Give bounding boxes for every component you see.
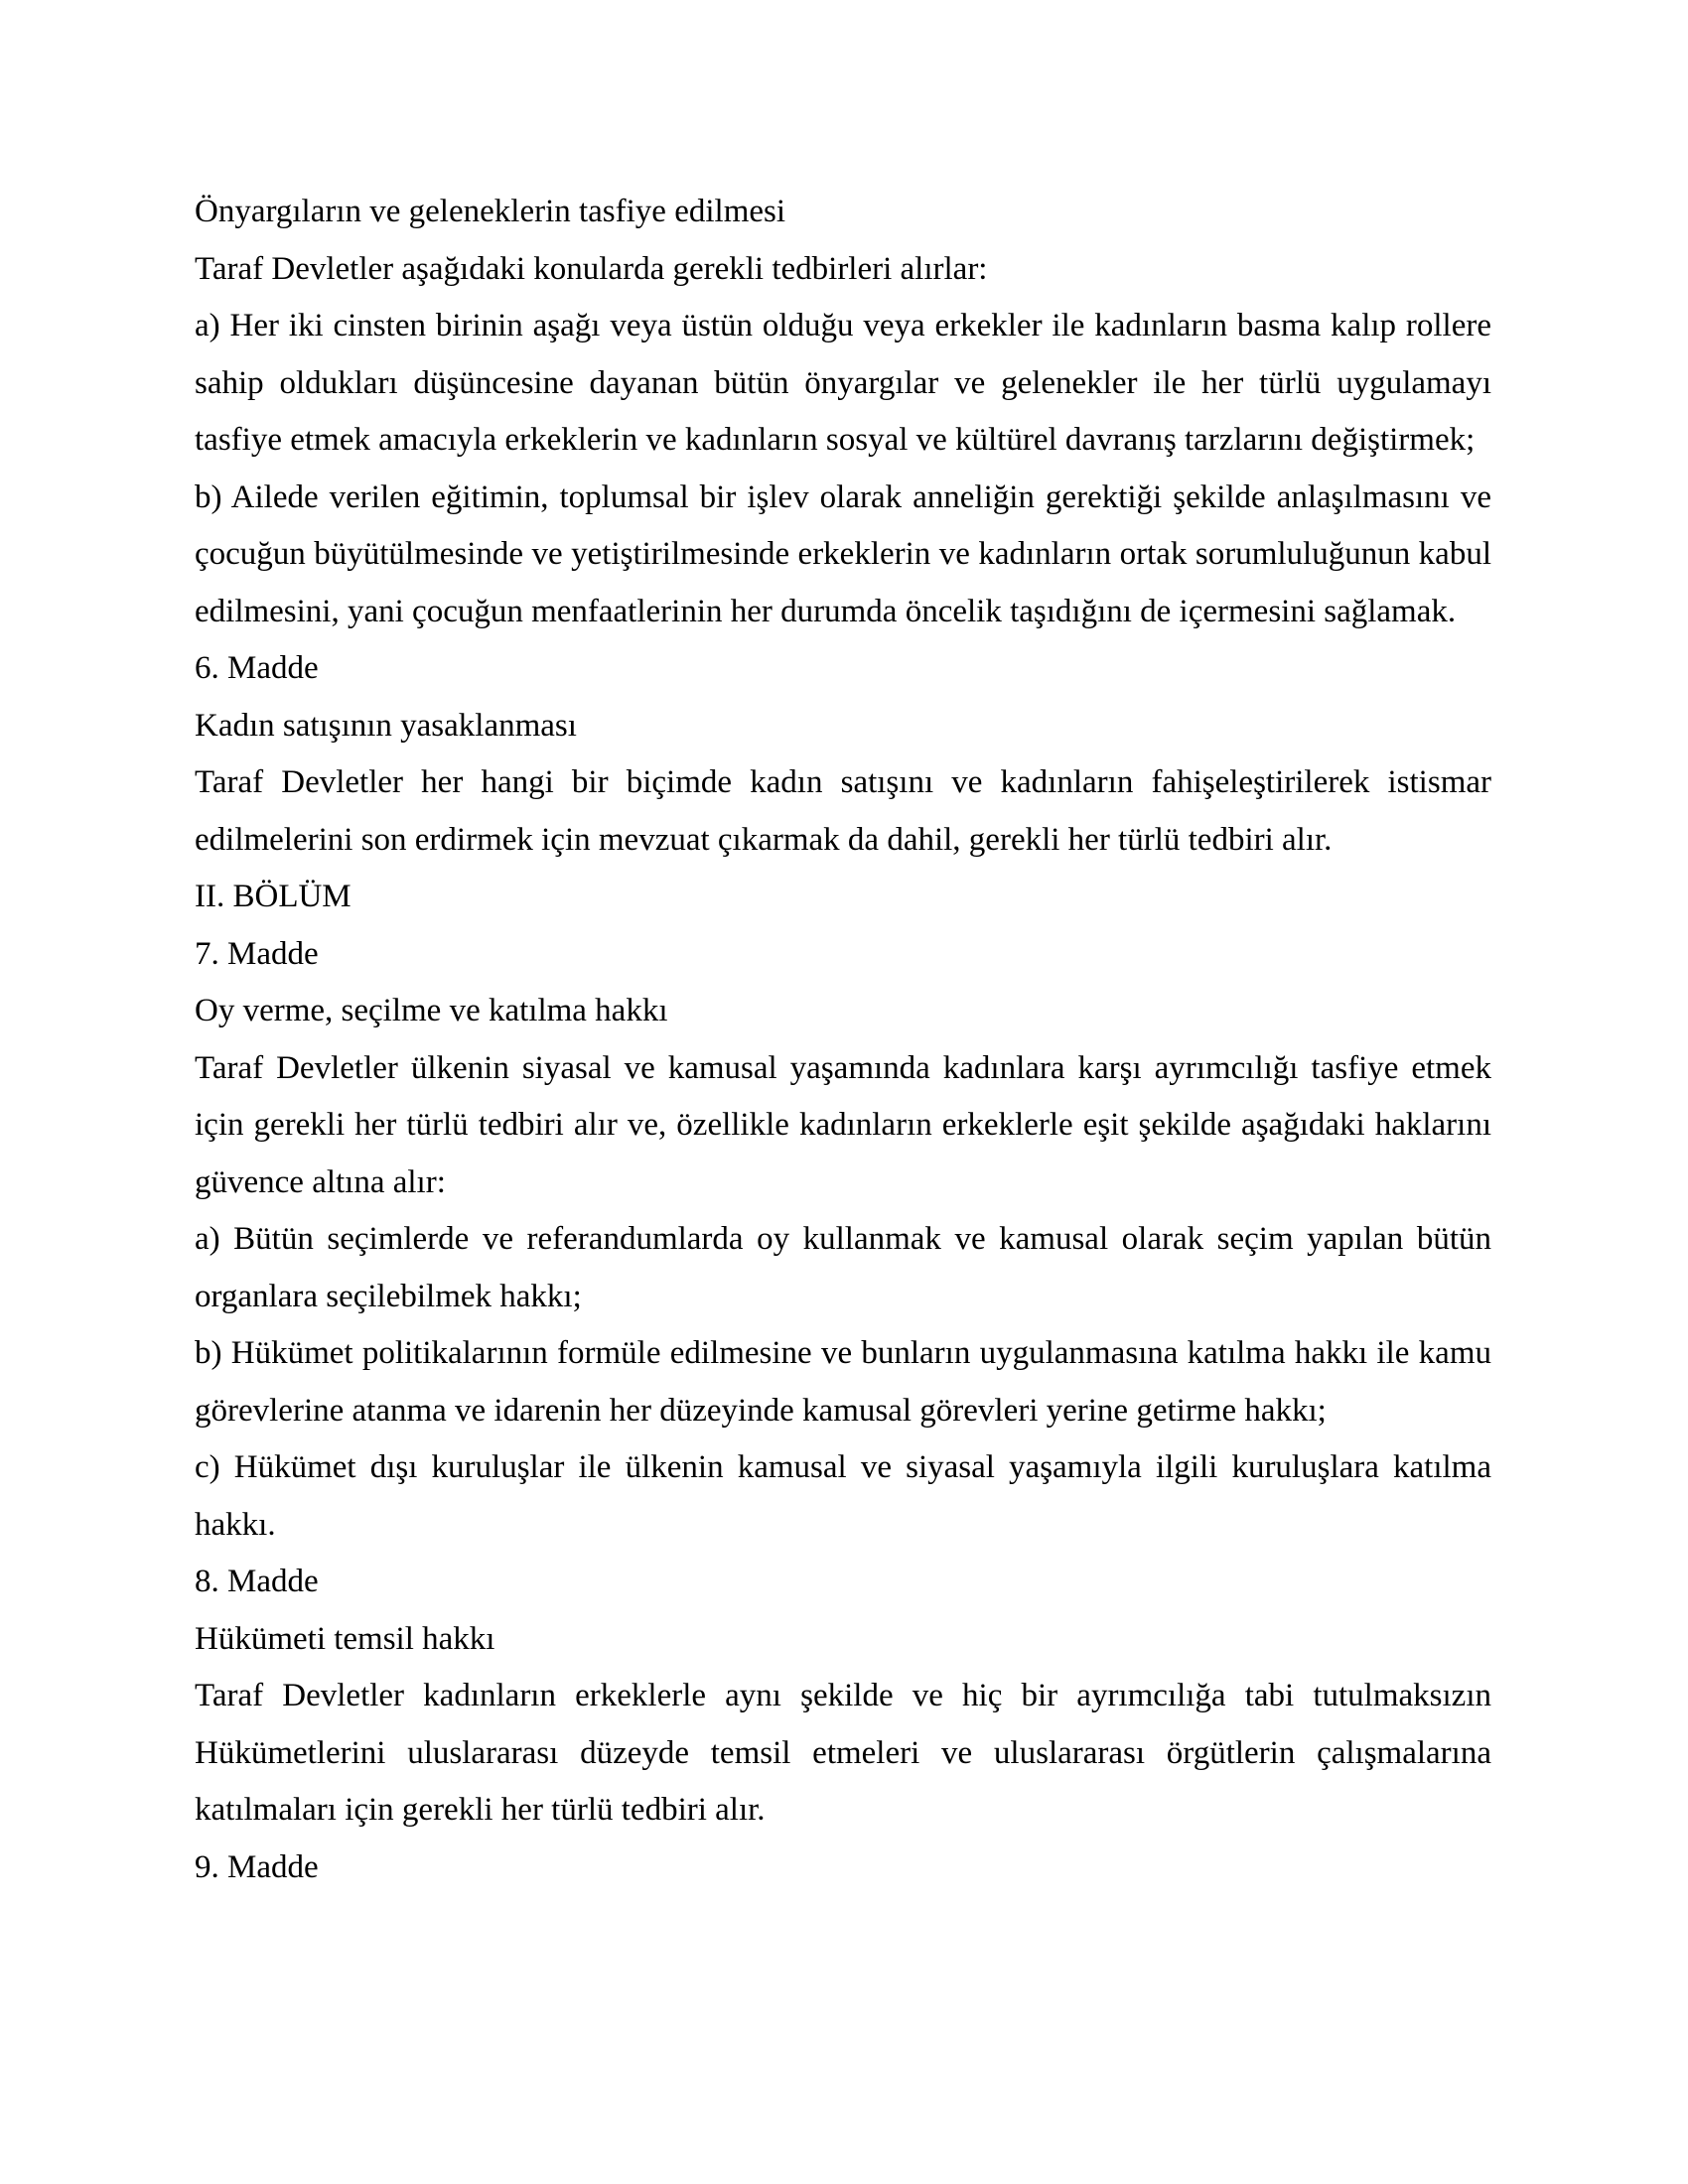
paragraph-international-representation: Taraf Devletler kadınların erkeklerle aynı şekilde ve hiç bir ayrımcılığa tabi tutulmaksızın Hükümetlerini uluslararası düzeyde temsil etmeleri ve uluslararası örgütlerin çalışmalarına katılmaları için gerekli her türlü tedbiri alır. bbox=[195, 1678, 1491, 1828]
paragraph-item-c-organizations: c) Hükümet dışı kuruluşlar ile ülkenin kamusal ve siyasal yaşamıyla ilgili kuruluşlara katılma hakkı. bbox=[195, 1449, 1491, 1543]
paragraph-political-life-intro: Taraf Devletler ülkenin siyasal ve kamusal yaşamında kadınlara karşı ayrımcılığı tasfiye etmek için gerekli her türlü tedbiri alır ve, özellikle kadınların erkeklerle eşit şekilde aşağıdaki haklarını güvence altına alır: bbox=[195, 1049, 1491, 1200]
heading-trafficking-prohibition: Kadın satışının yasaklanması bbox=[195, 707, 577, 744]
heading-voting-rights: Oy verme, seçilme ve katılma hakkı bbox=[195, 993, 668, 1028]
paragraph-item-a-social-patterns: a) Her iki cinsten birinin aşağı veya üstün olduğu veya erkekler ile kadınların basma kalıp rollere sahip oldukları düşüncesine dayanan bütün önyargılar ve gelenekler ile her türlü uygulamayı tasfiye etmek amacıyla erkeklerin ve kadınların sosyal ve kültürel davranış tarzlarını değiştirmek; bbox=[195, 308, 1491, 458]
paragraph-item-b-family-education: b) Ailede verilen eğitimin, toplumsal bir işlev olarak anneliğin gerektiği şekilde anlaşılmasını ve çocuğun büyütülmesinde ve yetiştirilmesinde erkeklerin ve kadınların ortak sorumluluğunun kabul edilmesini, yani çocuğun menfaatlerinin her durumda öncelik taşıdığını de içermesini sağlamak. bbox=[195, 478, 1491, 629]
article-9-title: 9. Madde bbox=[195, 1848, 319, 1885]
document-page bbox=[195, 184, 1491, 1896]
article-7-title: 7. Madde bbox=[195, 935, 319, 972]
heading-prejudice-elimination: Önyargıların ve geleneklerin tasfiye edilmesi bbox=[195, 194, 786, 229]
paragraph-item-a-elections: a) Bütün seçimlerde ve referandumlarda oy kullanmak ve kamusal olarak seçim yapılan bütün organlara seçilebilmek hakkı; bbox=[195, 1221, 1491, 1314]
article-8-title: 8. Madde bbox=[195, 1564, 319, 1599]
paragraph-item-b-government-policy: b) Hükümet politikalarının formüle edilmesine ve bunların uygulanmasına katılma hakkı ile kamu görevlerine atanma ve idarenin her düzeyinde kamusal görevleri yerine getirme hakkı; bbox=[195, 1335, 1491, 1429]
heading-government-representation: Hükümeti temsil hakkı bbox=[195, 1620, 495, 1657]
section-title-part-2: II. BÖLÜM bbox=[195, 879, 352, 914]
paragraph-trafficking-measures: Taraf Devletler her hangi bir biçimde kadın satışını ve kadınların fahişeleştirilerek istismar edilmelerini son erdirmek için mevzuat çıkarmak da dahil, gerekli her türlü tedbiri alır. bbox=[195, 764, 1491, 858]
article-6-title: 6. Madde bbox=[195, 650, 319, 686]
paragraph-states-measures-intro: Taraf Devletler aşağıdaki konularda gerekli tedbirleri alırlar: bbox=[195, 250, 988, 287]
